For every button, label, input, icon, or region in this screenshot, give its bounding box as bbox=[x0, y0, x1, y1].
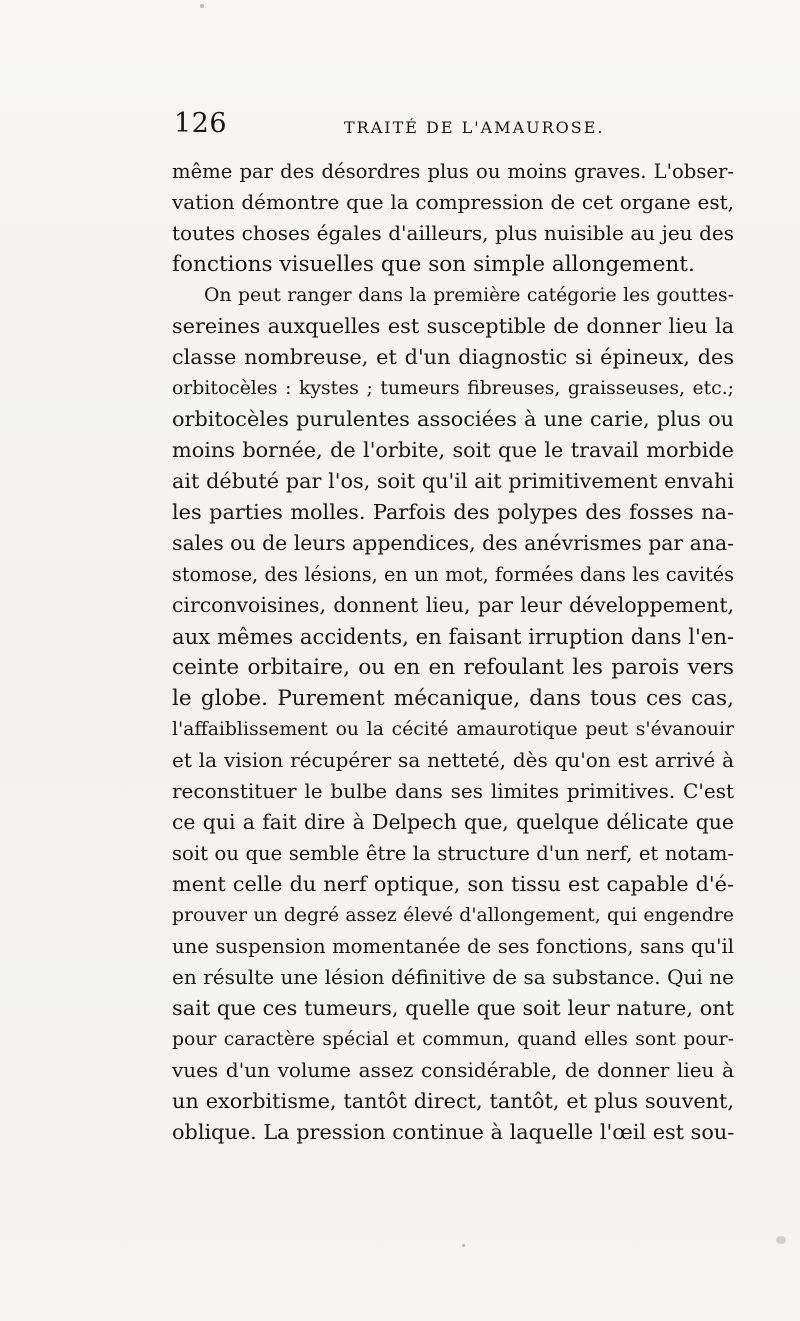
text-line: ait débuté par l'os, soit qu'il ait primitivement envahi bbox=[172, 469, 734, 493]
text-line: l'affaiblissement ou la cécité amaurotique peut s'évanouir bbox=[172, 719, 734, 740]
paragraph-first-line: On peut ranger dans la première catégorie les gouttes- bbox=[204, 285, 734, 306]
text-line: vation démontre que la compression de cet organe est, bbox=[172, 190, 734, 214]
text-line: même par des désordres plus ou moins graves. L'obser- bbox=[172, 160, 734, 183]
text-line: circonvoisines, donnent lieu, par leur développement, bbox=[172, 593, 734, 617]
text-line: pour caractère spécial et commun, quand elles sont pour- bbox=[172, 1029, 734, 1050]
body-text bbox=[172, 156, 734, 1148]
text-line: les parties molles. Parfois des polypes des fosses na- bbox=[172, 500, 734, 524]
text-line: toutes choses égales d'ailleurs, plus nuisible au jeu des bbox=[172, 221, 734, 245]
text-line: classe nombreuse, et d'un diagnostic si épineux, des bbox=[172, 345, 734, 369]
text-line: le globe. Purement mécanique, dans tous ces cas, bbox=[172, 686, 734, 711]
text-line: ment celle du nerf optique, son tissu est capable d'é- bbox=[172, 872, 734, 896]
text-line: fonctions visuelles que son simple allongement. bbox=[172, 252, 695, 277]
text-line: une suspension momentanée de ses fonctions, sans qu'il bbox=[172, 935, 734, 958]
text-line: prouver un degré assez élevé d'allongement, qui engendre bbox=[172, 905, 734, 926]
text-line: ce qui a fait dire à Delpech que, quelque délicate que bbox=[172, 810, 734, 834]
text-line: un exorbitisme, tantôt direct, tantôt, et plus souvent, bbox=[172, 1089, 734, 1113]
paper-speck bbox=[776, 1236, 786, 1244]
text-line: soit ou que semble être la structure d'un nerf, et notam- bbox=[172, 842, 734, 865]
paper-speck bbox=[462, 1244, 465, 1247]
text-line: aux mêmes accidents, en faisant irruption dans l'en- bbox=[172, 624, 735, 649]
page-number: 126 bbox=[174, 108, 228, 139]
text-line: sait que ces tumeurs, quelle que soit leur nature, ont bbox=[172, 996, 734, 1020]
text-line: moins bornée, de l'orbite, soit que le travail morbide bbox=[172, 438, 734, 462]
text-line: stomose, des lésions, en un mot, formées dans les cavités bbox=[172, 563, 734, 586]
text-line: oblique. La pression continue à laquelle l'œil est sou- bbox=[172, 1120, 735, 1144]
text-line: sales ou de leurs appendices, des anévrismes par ana- bbox=[172, 531, 734, 555]
text-line: en résulte une lésion définitive de sa substance. Qui ne bbox=[172, 965, 734, 989]
text-line: orbitocèles purulentes associées à une carie, plus ou bbox=[172, 407, 734, 431]
text-line: vues d'un volume assez considérable, de donner lieu à bbox=[172, 1058, 734, 1082]
paper-speck bbox=[200, 4, 204, 8]
text-line: ceinte orbitaire, ou en en refoulant les parois vers bbox=[172, 655, 734, 680]
running-title: TRAITÉ DE L'AMAUROSE. bbox=[344, 118, 605, 137]
text-line: et la vision récupérer sa netteté, dès qu'on est arrivé à bbox=[172, 748, 734, 772]
running-head bbox=[174, 108, 734, 144]
text-line: sereines auxquelles est susceptible de donner lieu la bbox=[172, 314, 734, 338]
text-line: orbitocèles : kystes ; tumeurs fibreuses, graisseuses, etc.; bbox=[172, 378, 734, 399]
text-line: reconstituer le bulbe dans ses limites primitives. C'est bbox=[172, 779, 734, 803]
